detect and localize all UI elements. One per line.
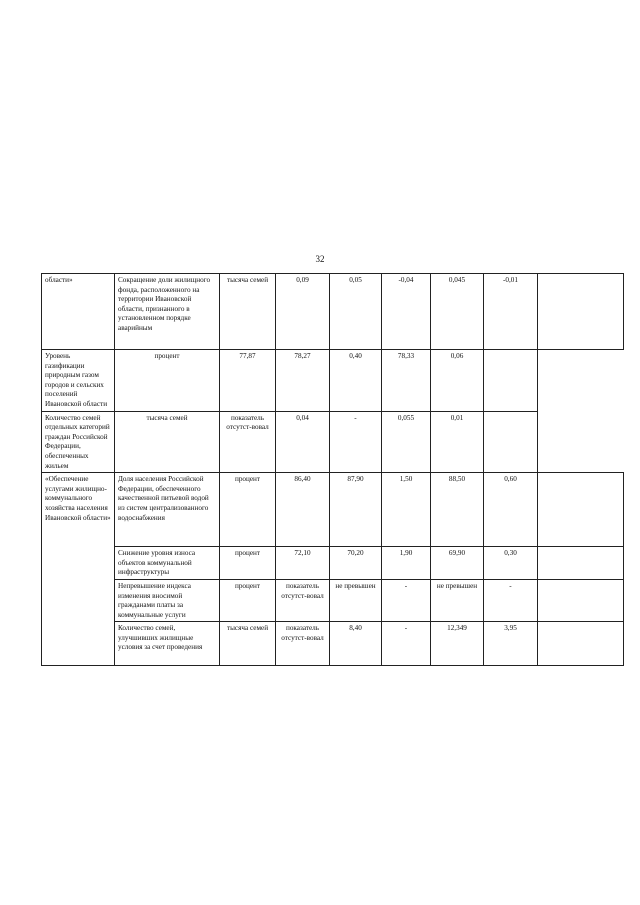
value-cell (484, 411, 538, 473)
indicator-name: Количество семей, улучшивших жилищные условия за счет проведения (115, 622, 220, 666)
indicator-name: Доля населения Российской Федерации, обеспеченного качественной питьевой водой из систем централизованного водоснабжения (115, 473, 220, 547)
page-number: 32 (315, 254, 325, 264)
table-row (42, 579, 624, 621)
value-cell: 77,87 (220, 350, 276, 412)
value-cell: 0,09 (276, 274, 330, 350)
table-row (42, 411, 624, 473)
indicator-name: Количество семей отдельных категорий граждан Российской Федерации, обеспеченных жильем (42, 411, 115, 473)
value-cell: - (484, 579, 538, 621)
value-cell: -0,01 (484, 274, 538, 350)
value-cell: 69,90 (431, 547, 484, 580)
table-row (42, 350, 624, 412)
value-cell: 12,349 (431, 622, 484, 666)
value-cell: 0,40 (330, 350, 382, 412)
value-cell (538, 622, 624, 666)
indicators-table (41, 273, 624, 666)
unit-cell: тысяча семей (220, 622, 276, 666)
value-cell: 1,90 (382, 547, 431, 580)
indicator-name: Непревышение индекса изменения вносимой гражданами платы за коммунальные услуги (115, 579, 220, 621)
value-cell (484, 350, 538, 412)
value-cell (538, 579, 624, 621)
value-cell: 72,10 (276, 547, 330, 580)
program-name: области» (42, 274, 115, 350)
value-cell: 3,95 (484, 622, 538, 666)
value-cell: 86,40 (276, 473, 330, 547)
value-cell: 0,30 (484, 547, 538, 580)
indicator-name: Уровень газификации природным газом городов и сельских поселений Ивановской области (42, 350, 115, 412)
table-row (42, 473, 624, 547)
value-cell (538, 274, 624, 350)
value-cell: 78,33 (382, 350, 431, 412)
unit-cell: процент (220, 579, 276, 621)
value-cell: -0,04 (382, 274, 431, 350)
value-cell: - (330, 411, 382, 473)
value-cell: 0,05 (330, 274, 382, 350)
value-cell: - (382, 579, 431, 621)
value-cell: показатель отсутст-вовал (220, 411, 276, 473)
value-cell: 87,90 (330, 473, 382, 547)
unit-cell: тысяча семей (115, 411, 220, 473)
value-cell: показатель отсутст-вовал (276, 579, 330, 621)
value-cell: 0,60 (484, 473, 538, 547)
value-cell (538, 547, 624, 580)
indicator-name: Сокращение доли жилищного фонда, расположенного на территории Ивановской области, признанного в установленном порядке аварийным (115, 274, 220, 350)
value-cell: 78,27 (276, 350, 330, 412)
value-cell: - (382, 622, 431, 666)
value-cell: 0,055 (382, 411, 431, 473)
value-cell (538, 473, 624, 547)
table-row (42, 274, 624, 350)
value-cell: 70,20 (330, 547, 382, 580)
value-cell: 1,50 (382, 473, 431, 547)
value-cell: показатель отсутст-вовал (276, 622, 330, 666)
unit-cell: тысяча семей (220, 274, 276, 350)
table-row (42, 547, 624, 580)
value-cell: 0,01 (431, 411, 484, 473)
value-cell: не превышен (330, 579, 382, 621)
value-cell: 0,06 (431, 350, 484, 412)
unit-cell: процент (115, 350, 220, 412)
value-cell: 8,40 (330, 622, 382, 666)
value-cell: не превышен (431, 579, 484, 621)
indicator-name: Снижение уровня износа объектов коммунальной инфраструктуры (115, 547, 220, 580)
program-name: «Обеспечение услугами жилищно-коммунального хозяйства населения Ивановской области» (42, 473, 115, 666)
table-row (42, 622, 624, 666)
unit-cell: процент (220, 547, 276, 580)
value-cell: 0,04 (276, 411, 330, 473)
value-cell: 88,50 (431, 473, 484, 547)
unit-cell: процент (220, 473, 276, 547)
value-cell: 0,045 (431, 274, 484, 350)
